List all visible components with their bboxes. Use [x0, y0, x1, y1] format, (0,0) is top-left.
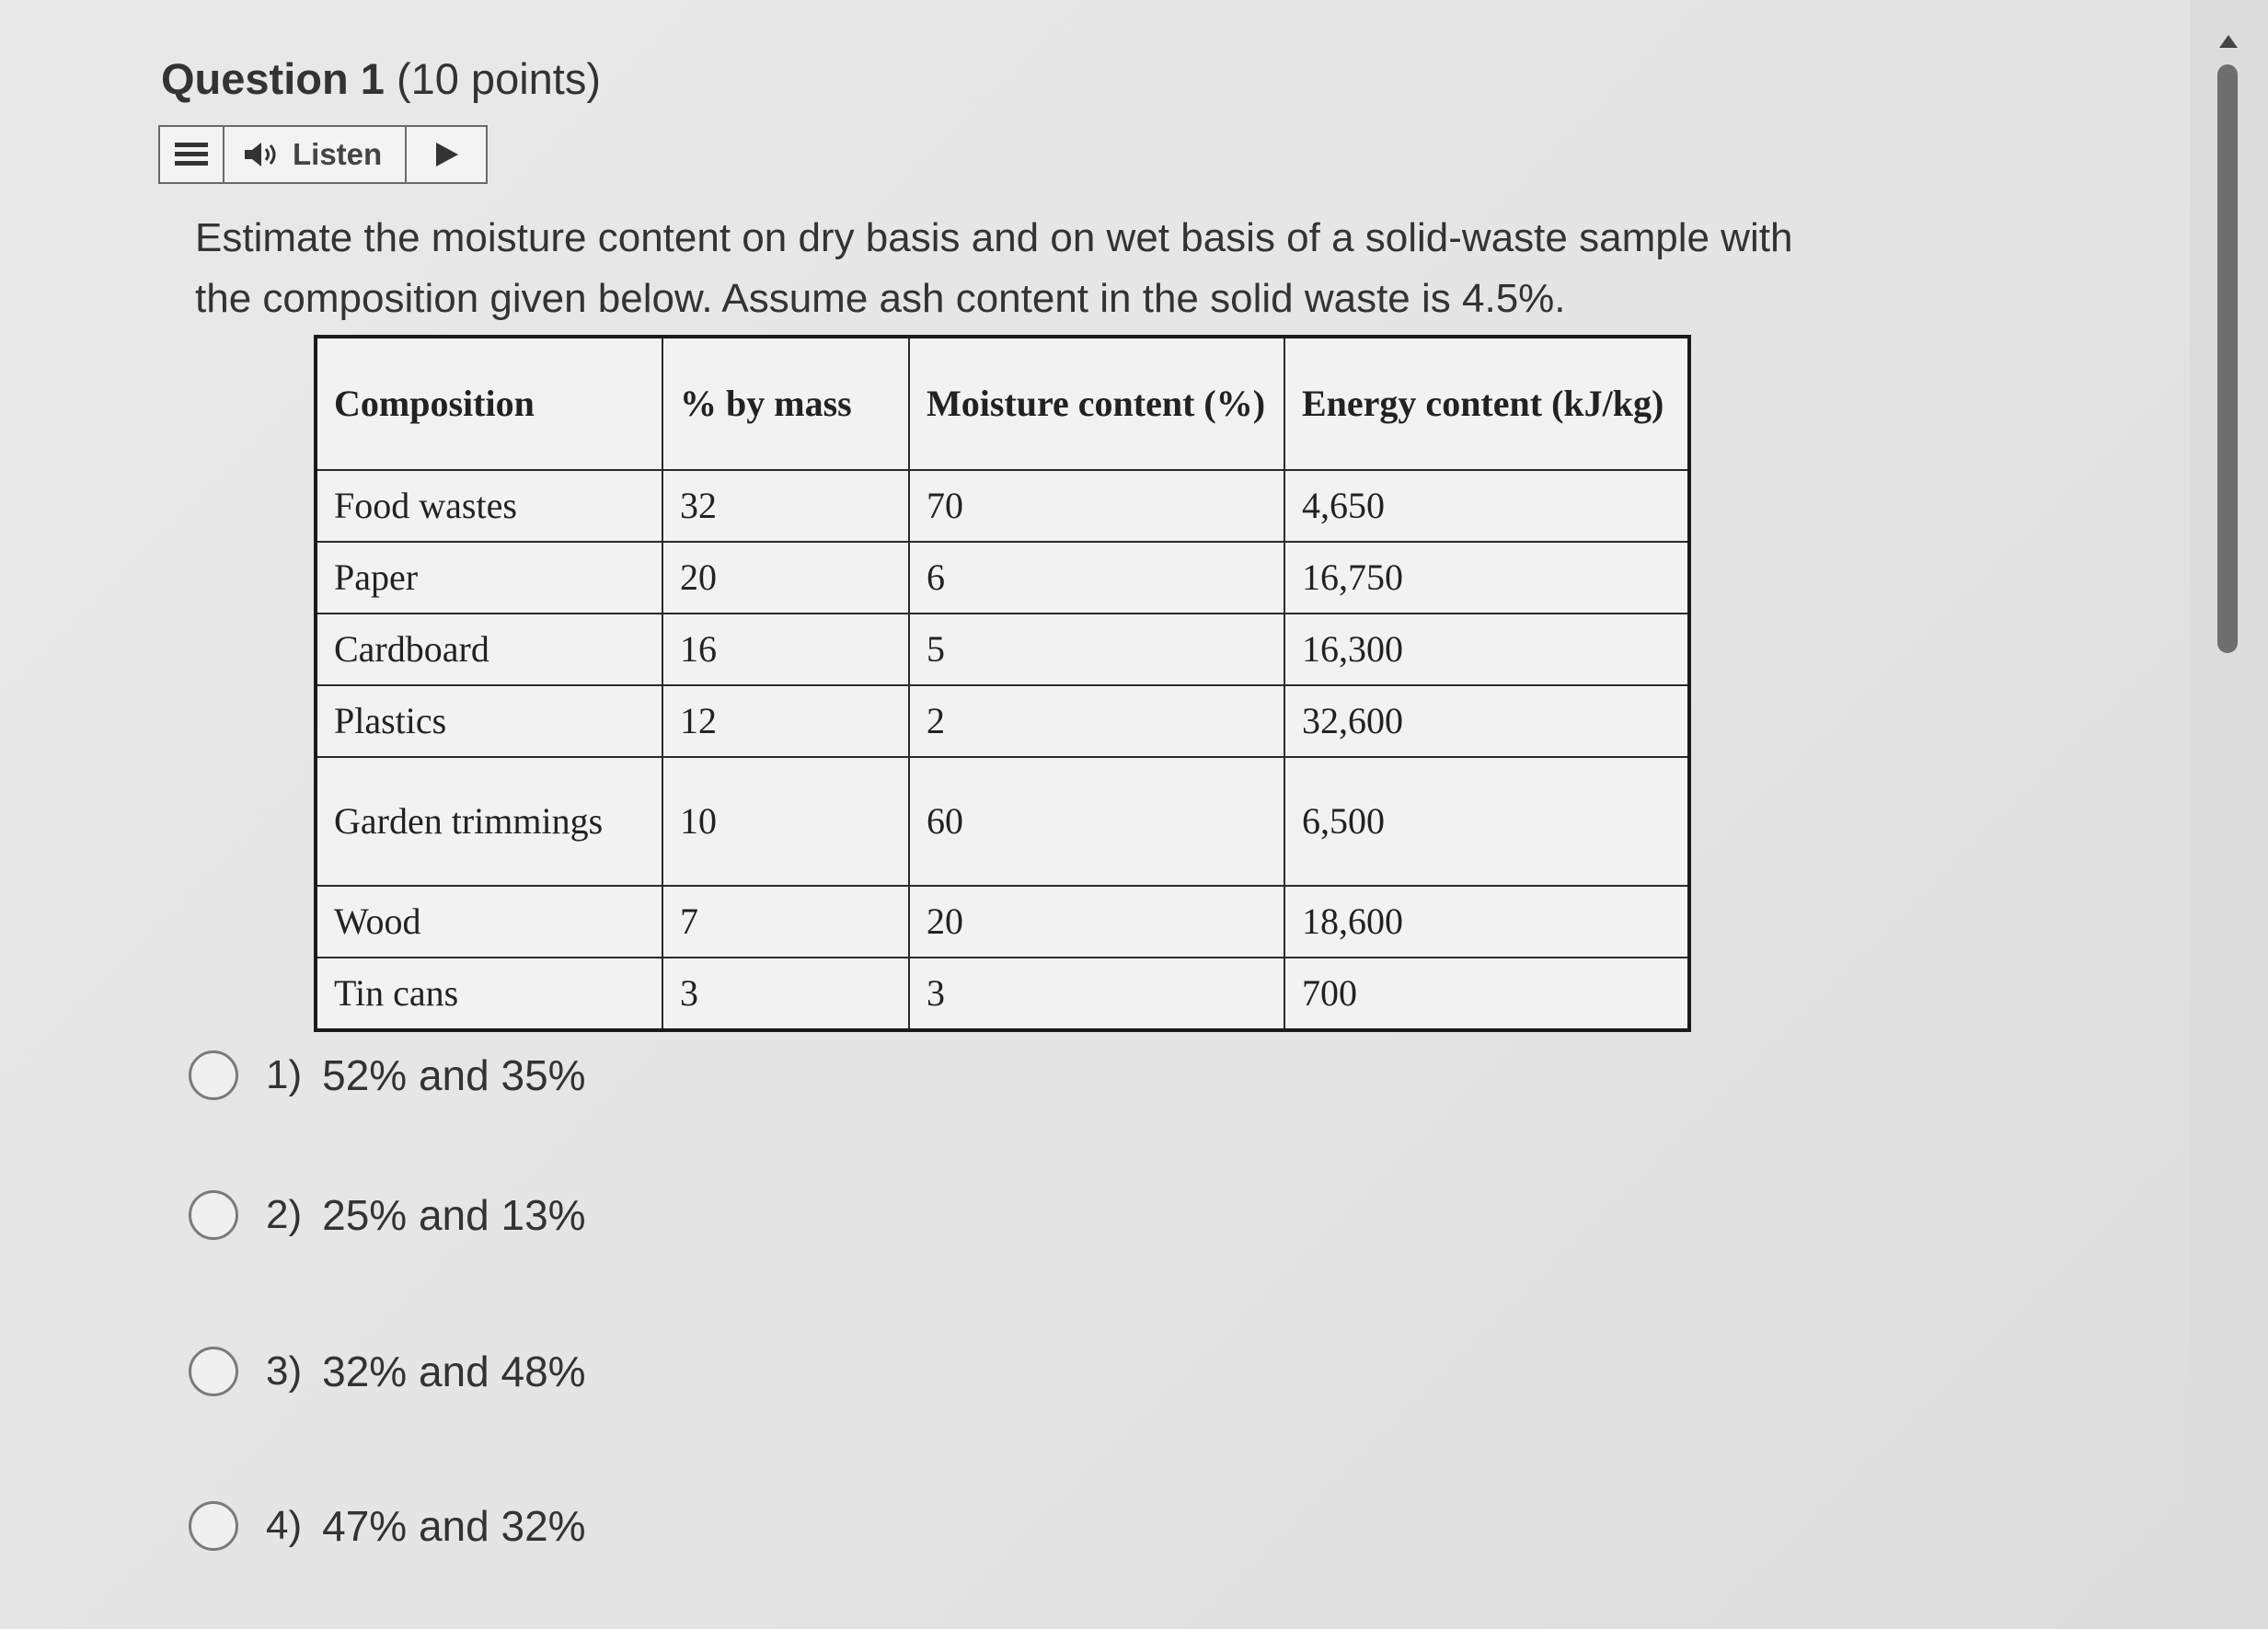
- table-cell: Paper: [316, 542, 662, 614]
- table-cell: Wood: [316, 886, 662, 958]
- table-cell: Cardboard: [316, 614, 662, 685]
- question-number: Question 1: [161, 54, 385, 103]
- answer-option-1[interactable]: [189, 1050, 586, 1100]
- table-cell: 70: [909, 470, 1284, 542]
- table-cell: Food wastes: [316, 470, 662, 542]
- header-composition: Composition: [316, 337, 662, 470]
- radio-button[interactable]: [189, 1501, 238, 1551]
- radio-button[interactable]: [189, 1190, 238, 1240]
- table-row: [316, 958, 1689, 1030]
- play-icon: [432, 140, 460, 169]
- scroll-up-arrow-icon[interactable]: [2219, 35, 2238, 48]
- option-number: 2): [266, 1192, 303, 1237]
- radio-button[interactable]: [189, 1347, 238, 1396]
- table-cell: 16,300: [1284, 614, 1689, 685]
- speaker-icon: [243, 140, 282, 169]
- option-number: 3): [266, 1348, 303, 1394]
- listen-menu-button[interactable]: [160, 127, 224, 182]
- table-cell: 16,750: [1284, 542, 1689, 614]
- table-cell: 2: [909, 685, 1284, 757]
- option-number: 1): [266, 1052, 303, 1097]
- table-cell: 20: [909, 886, 1284, 958]
- answer-option-3[interactable]: [189, 1347, 586, 1396]
- header-percent-by-mass: % by mass: [662, 337, 909, 470]
- table-cell: 10: [662, 757, 909, 886]
- table-cell: Tin cans: [316, 958, 662, 1030]
- radio-button[interactable]: [189, 1050, 238, 1100]
- table-cell: 32: [662, 470, 909, 542]
- option-number: 4): [266, 1503, 303, 1548]
- answer-option-2[interactable]: [189, 1190, 586, 1240]
- table-cell: 12: [662, 685, 909, 757]
- option-text: 47% and 32%: [322, 1502, 586, 1550]
- table-cell: 32,600: [1284, 685, 1689, 757]
- option-text: 32% and 48%: [322, 1348, 586, 1395]
- table-cell: 18,600: [1284, 886, 1689, 958]
- table-cell: 6: [909, 542, 1284, 614]
- table-row: [316, 685, 1689, 757]
- listen-label: Listen: [293, 137, 383, 171]
- listen-button[interactable]: [224, 127, 407, 182]
- option-text: 25% and 13%: [322, 1191, 586, 1239]
- header-energy-content: Energy content (kJ/kg): [1284, 337, 1689, 470]
- table-cell: 60: [909, 757, 1284, 886]
- answer-option-4[interactable]: [189, 1501, 586, 1551]
- table-row: [316, 542, 1689, 614]
- vertical-scrollbar[interactable]: [2190, 0, 2268, 1629]
- question-points: (10 points): [396, 54, 601, 103]
- option-text: 52% and 35%: [322, 1051, 586, 1099]
- table-row: [316, 470, 1689, 542]
- table-cell: 7: [662, 886, 909, 958]
- header-moisture-content: Moisture content (%): [909, 337, 1284, 470]
- play-button[interactable]: [407, 127, 486, 182]
- scrollbar-thumb[interactable]: [2217, 64, 2238, 653]
- composition-table: [314, 335, 1691, 1032]
- table-cell: 20: [662, 542, 909, 614]
- table-cell: Plastics: [316, 685, 662, 757]
- table-cell: 3: [662, 958, 909, 1030]
- question-title: [161, 53, 601, 104]
- table-header-row: [316, 337, 1689, 470]
- table-cell: 5: [909, 614, 1284, 685]
- question-prompt: Estimate the moisture content on dry basis and on wet basis of a solid-waste sample with the composition given below. Assume ash content in the solid waste is 4.5%.: [195, 215, 1793, 321]
- table-row: [316, 757, 1689, 886]
- hamburger-menu-icon: [173, 139, 210, 170]
- table-cell: 16: [662, 614, 909, 685]
- table-row: [316, 614, 1689, 685]
- listen-toolbar: [158, 125, 488, 184]
- table-cell: 4,650: [1284, 470, 1689, 542]
- table-cell: 3: [909, 958, 1284, 1030]
- table-row: [316, 886, 1689, 958]
- table-cell: Garden trimmings: [316, 757, 662, 886]
- table-cell: 6,500: [1284, 757, 1689, 886]
- table-cell: 700: [1284, 958, 1689, 1030]
